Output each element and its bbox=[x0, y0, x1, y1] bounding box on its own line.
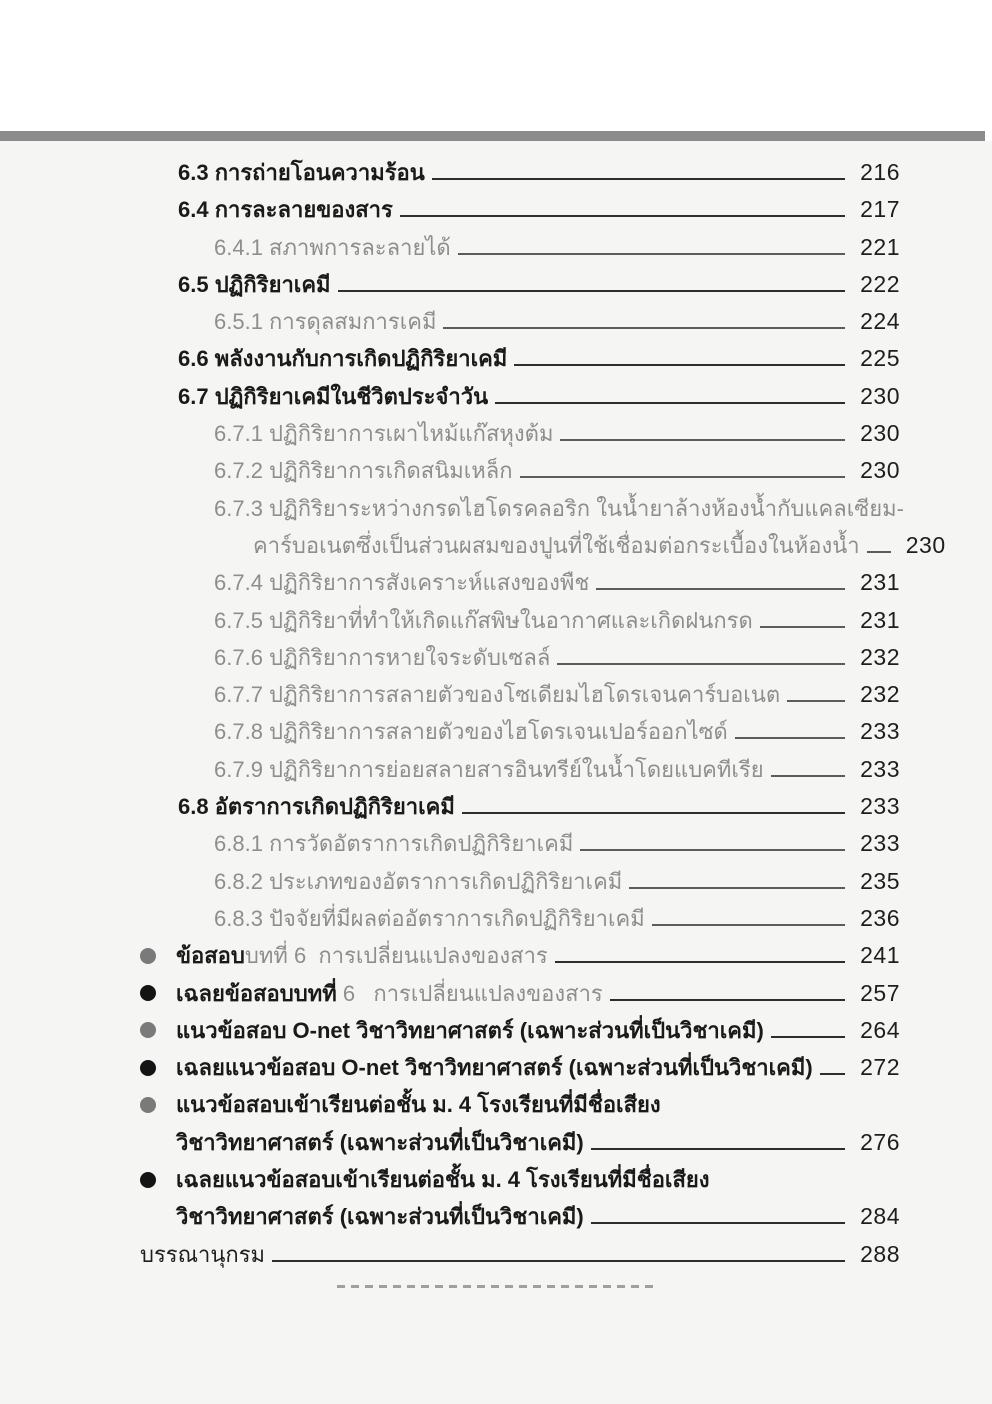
page-number: 233 bbox=[860, 793, 900, 820]
entry-label: เฉลยแนวข้อสอบเข้าเรียนต่อชั้น ม. 4 โรงเรียนที่มีชื่อเสียง bbox=[176, 1167, 710, 1193]
toc-entry bbox=[0, 229, 992, 266]
toc-entry bbox=[0, 1049, 992, 1086]
page-number: 230 bbox=[905, 531, 946, 558]
toc-entry bbox=[0, 863, 992, 900]
toc-entry bbox=[0, 751, 992, 788]
entry-label: 6.6 พลังงานกับการเกิดปฏิกิริยาเคมี bbox=[178, 346, 508, 372]
entry-label: 6.7.7 ปฏิกิริยาการสลายตัวของโซเดียมไฮโดรเจนคาร์บอเนต bbox=[214, 682, 781, 708]
page-number: 233 bbox=[860, 718, 900, 745]
entry-label: 6.7.1 ปฏิกิริยาการเผาไหม้แก๊สหุงต้ม bbox=[214, 421, 554, 447]
page-number: 222 bbox=[860, 270, 900, 297]
leader-line bbox=[520, 476, 845, 478]
leader-line bbox=[867, 551, 891, 553]
entry-label: 6.7.4 ปฏิกิริยาการสังเคราะห์แสงของพืช bbox=[214, 570, 590, 596]
leader-line bbox=[591, 1148, 845, 1150]
entry-label: บรรณานุกรม bbox=[140, 1241, 266, 1267]
page-number: 217 bbox=[860, 196, 900, 223]
entry-label: เฉลยข้อสอบบทที่ bbox=[176, 980, 337, 1006]
entry-label: แนวข้อสอบ O-net วิชาวิทยาศาสตร์ (เฉพาะส่วนที่เป็นวิชาเคมี) bbox=[176, 1017, 764, 1043]
toc-entry bbox=[0, 975, 992, 1012]
entry-label: ข้อสอบ bbox=[176, 943, 245, 969]
leader-line bbox=[580, 849, 845, 851]
toc-entry bbox=[0, 378, 992, 415]
toc-entry bbox=[0, 788, 992, 825]
page-number: 264 bbox=[860, 1016, 900, 1043]
entry-label: 6.8.3 ปัจจัยที่มีผลต่ออัตราการเกิดปฏิกิริยาเคมี bbox=[214, 905, 645, 931]
entry-label: เฉลยแนวข้อสอบ O-net วิชาวิทยาศาสตร์ (เฉพาะส่วนที่เป็นวิชาเคมี) bbox=[176, 1055, 813, 1081]
toc-entry bbox=[0, 1086, 992, 1123]
toc-entry bbox=[0, 452, 992, 489]
page-number: 241 bbox=[860, 942, 900, 969]
leader-line bbox=[560, 439, 845, 441]
toc-entry bbox=[0, 937, 992, 974]
leader-line bbox=[596, 588, 845, 590]
entry-label: 6.4 การละลายของสาร bbox=[178, 197, 393, 223]
entry-label: บทที่ 6 การเปลี่ยนแปลงของสาร bbox=[244, 943, 548, 969]
section-divider-bar bbox=[0, 131, 985, 141]
page-number: 225 bbox=[860, 345, 900, 372]
entry-label: 6.7.3 ปฏิกิริยาระหว่างกรดไฮโดรคลอริก ในน้ำยาล้างห้องน้ำกับแคลเซียม- bbox=[214, 495, 904, 521]
leader-line bbox=[591, 1222, 845, 1224]
page-number: 231 bbox=[860, 569, 900, 596]
toc-entry bbox=[0, 1124, 992, 1161]
toc-entry bbox=[0, 602, 992, 639]
toc-entry bbox=[0, 900, 992, 937]
leader-line bbox=[760, 626, 845, 628]
toc-entry bbox=[0, 191, 992, 228]
leader-line bbox=[787, 700, 845, 702]
page-number: 233 bbox=[860, 830, 900, 857]
toc-content bbox=[0, 141, 992, 1404]
page-number: 276 bbox=[860, 1128, 900, 1155]
leader-line bbox=[820, 1073, 845, 1075]
page-number: 224 bbox=[860, 308, 900, 335]
entry-label: 6.8.2 ประเภทของอัตราการเกิดปฏิกิริยาเคมี bbox=[214, 868, 623, 894]
leader-line bbox=[458, 253, 845, 255]
entry-label: 6.7.5 ปฏิกิริยาที่ทำให้เกิดแก๊สพิษในอากาศและเกิดฝนกรด bbox=[214, 607, 753, 633]
leader-line bbox=[272, 1260, 845, 1262]
entry-label: 6.3 การถ่ายโอนความร้อน bbox=[178, 160, 425, 185]
leader-line bbox=[432, 178, 845, 180]
leader-line bbox=[443, 327, 845, 329]
leader-line bbox=[629, 887, 845, 889]
page-number: 230 bbox=[860, 382, 900, 409]
entry-label: 6.5.1 การดุลสมการเคมี bbox=[214, 309, 437, 335]
page-number: 216 bbox=[860, 159, 900, 185]
leader-line bbox=[495, 402, 845, 404]
leader-line bbox=[610, 999, 845, 1001]
page-number: 257 bbox=[860, 979, 900, 1006]
leader-line bbox=[555, 961, 845, 963]
entry-label: แนวข้อสอบเข้าเรียนต่อชั้น ม. 4 โรงเรียนที่มีชื่อเสียง bbox=[176, 1092, 661, 1118]
bullet-gray-icon bbox=[140, 948, 156, 964]
toc-entry bbox=[0, 154, 992, 191]
page-number: 288 bbox=[860, 1240, 900, 1267]
page-number: 221 bbox=[860, 233, 900, 260]
toc-entry bbox=[0, 713, 992, 750]
toc-entry bbox=[0, 527, 992, 564]
toc-entry bbox=[0, 676, 992, 713]
entry-label: วิชาวิทยาศาสตร์ (เฉพาะส่วนที่เป็นวิชาเคมี) bbox=[176, 1204, 584, 1230]
leader-line bbox=[338, 290, 845, 292]
page-number: 284 bbox=[860, 1203, 900, 1230]
bullet-black-icon bbox=[140, 1172, 156, 1188]
toc-entry bbox=[0, 490, 992, 527]
page-number: 232 bbox=[860, 643, 900, 670]
toc-entry bbox=[0, 564, 992, 601]
bullet-black-icon bbox=[140, 985, 156, 1001]
entry-label: 6.7.8 ปฏิกิริยาการสลายตัวของไฮโดรเจนเปอร์ออกไซด์ bbox=[214, 719, 728, 745]
entry-label: 6.5 ปฏิกิริยาเคมี bbox=[178, 271, 331, 297]
page-number: 232 bbox=[860, 681, 900, 708]
entry-label: วิชาวิทยาศาสตร์ (เฉพาะส่วนที่เป็นวิชาเคมี) bbox=[176, 1129, 584, 1155]
toc-entry bbox=[0, 340, 992, 377]
toc-entry bbox=[0, 303, 992, 340]
page-number: 236 bbox=[860, 904, 900, 931]
toc-entry bbox=[0, 1198, 992, 1235]
dashed-separator bbox=[337, 1285, 655, 1288]
toc-entry bbox=[0, 639, 992, 676]
entry-label: 6.7 ปฏิกิริยาเคมีในชีวิตประจำวัน bbox=[178, 383, 489, 409]
page-number: 230 bbox=[860, 420, 900, 447]
page-number: 235 bbox=[860, 867, 900, 894]
page-number: 231 bbox=[860, 606, 900, 633]
toc-entry bbox=[0, 266, 992, 303]
toc-entry bbox=[0, 1161, 992, 1198]
bullet-gray-icon bbox=[140, 1097, 156, 1113]
bullet-black-icon bbox=[140, 1060, 156, 1076]
entry-label: 6.7.2 ปฏิกิริยาการเกิดสนิมเหล็ก bbox=[214, 458, 513, 484]
top-white-strip bbox=[0, 0, 992, 131]
leader-line bbox=[771, 1036, 845, 1038]
entry-label: 6.7.9 ปฏิกิริยาการย่อยสลายสารอินทรีย์ในน้ำโดยแบคทีเรีย bbox=[214, 756, 764, 782]
leader-line bbox=[735, 737, 845, 739]
leader-line bbox=[462, 812, 845, 814]
leader-line bbox=[771, 775, 845, 777]
page-number: 272 bbox=[860, 1054, 900, 1081]
bullet-gray-icon bbox=[140, 1022, 156, 1038]
entry-label: 6.7.6 ปฏิกิริยาการหายใจระดับเซลล์ bbox=[214, 644, 551, 670]
toc-list bbox=[0, 154, 992, 1273]
entry-label: 6.8.1 การวัดอัตราการเกิดปฏิกิริยาเคมี bbox=[214, 831, 574, 857]
leader-line bbox=[652, 924, 845, 926]
entry-label: 6.4.1 สภาพการละลายได้ bbox=[214, 234, 451, 260]
toc-entry bbox=[0, 825, 992, 862]
leader-line bbox=[400, 215, 845, 217]
toc-entry bbox=[0, 1236, 992, 1273]
page-number: 230 bbox=[860, 457, 900, 484]
entry-label: 6.8 อัตราการเกิดปฏิกิริยาเคมี bbox=[178, 794, 455, 820]
entry-label: 6 การเปลี่ยนแปลงของสาร bbox=[336, 980, 603, 1006]
leader-line bbox=[557, 663, 845, 665]
page-number: 233 bbox=[860, 755, 900, 782]
toc-entry bbox=[0, 415, 992, 452]
leader-line bbox=[514, 364, 845, 366]
toc-entry bbox=[0, 1012, 992, 1049]
entry-label: คาร์บอเนตซึ่งเป็นส่วนผสมของปูนที่ใช้เชื่อมต่อกระเบื้องในห้องน้ำ bbox=[253, 532, 860, 558]
